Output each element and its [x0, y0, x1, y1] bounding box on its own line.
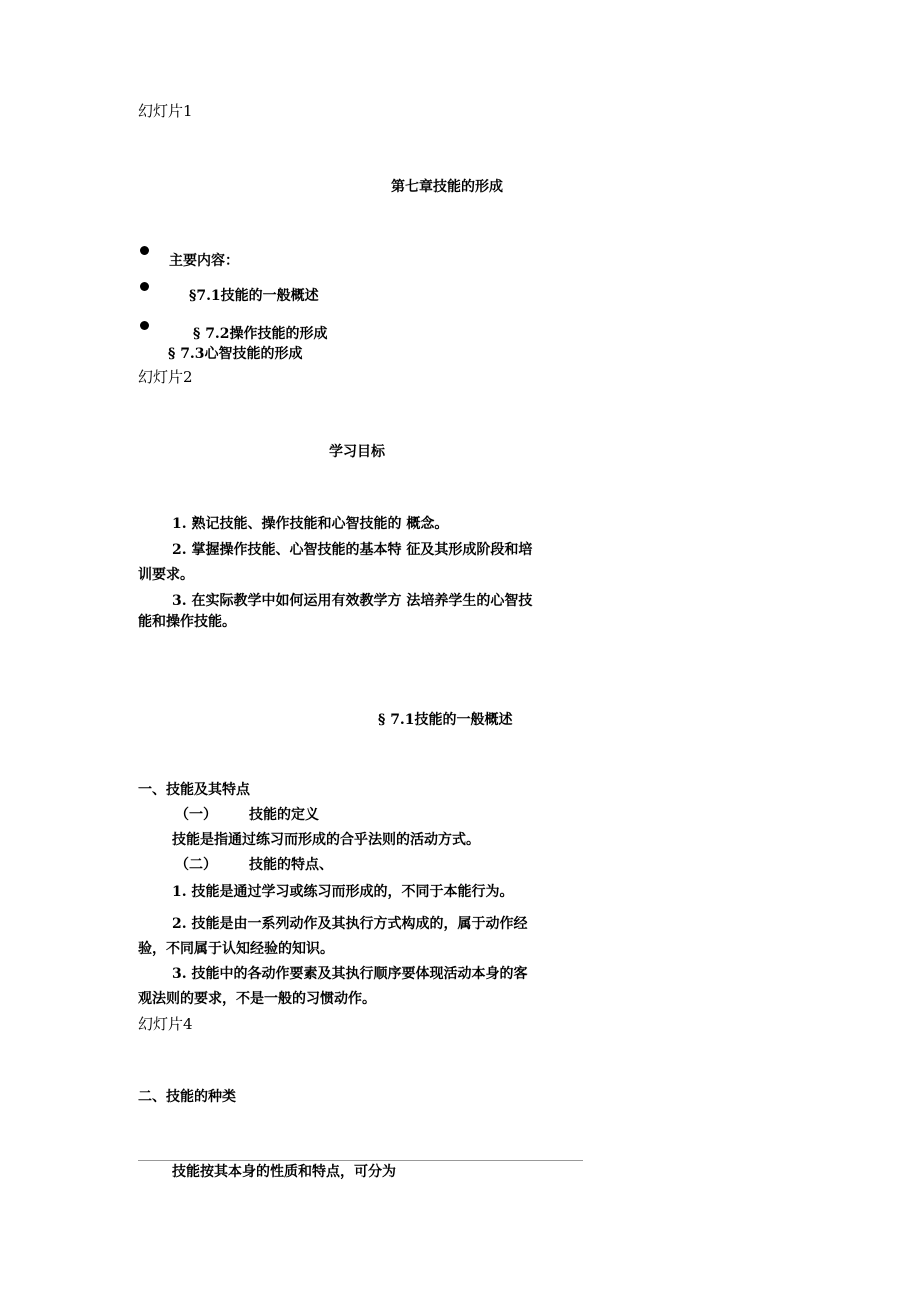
point-3-line1: 3. 技能中的各动作要素及其执行顺序要体现活动本身的客 — [172, 966, 528, 982]
contents-item-7-2: § 7.2操作技能的形成 — [193, 326, 328, 342]
point-3-line2: 观法则的要求，不是一般的习惯动作。 — [138, 991, 376, 1007]
point-1: 1. 技能是通过学习或练习而形成的，不同于本能行为。 — [172, 884, 514, 900]
bullet-icon — [140, 321, 149, 330]
slide4-label: 幻灯片4 — [138, 1015, 193, 1033]
goal-2-line2: 训要求。 — [138, 567, 194, 583]
slide2-label: 幻灯片2 — [138, 368, 193, 386]
definition-text: 技能是指通过练习而形成的合乎法则的活动方式。 — [172, 832, 480, 848]
goal-2-line1: 2. 掌握操作技能、心智技能的基本特 征及其形成阶段和培 — [172, 542, 533, 558]
section-heading-2: 二、技能的种类 — [138, 1089, 236, 1105]
slide2-title: 学习目标 — [329, 444, 385, 460]
point-2-line2: 验，不同属于认知经验的知识。 — [138, 941, 334, 957]
bullet-icon — [140, 246, 149, 255]
contents-item-7-1: §7.1技能的一般概述 — [189, 288, 319, 304]
divider — [138, 1160, 583, 1161]
subheading-1-number: （一） — [175, 807, 217, 823]
contents-heading: 主要内容： — [169, 253, 239, 269]
point-2-line1: 2. 技能是由一系列动作及其执行方式构成的，属于动作经 — [172, 916, 528, 932]
section-7-1-title: § 7.1技能的一般概述 — [378, 712, 513, 728]
section-heading-1: 一、技能及其特点 — [138, 782, 250, 798]
subheading-2-text: 技能的特点、 — [249, 857, 333, 873]
subheading-1-text: 技能的定义 — [249, 807, 319, 823]
bullet-icon — [140, 282, 149, 291]
slide1-label: 幻灯片1 — [138, 102, 193, 120]
goal-1: 1. 熟记技能、操作技能和心智技能的 概念。 — [172, 516, 449, 532]
contents-item-7-3: § 7.3心智技能的形成 — [168, 346, 303, 362]
slide1-title: 第七章技能的形成 — [391, 179, 503, 195]
classification-text: 技能按其本身的性质和特点，可分为 — [172, 1164, 396, 1180]
subheading-2-number: （二） — [175, 857, 217, 873]
goal-3-line2: 能和操作技能。 — [138, 614, 236, 630]
goal-3-line1: 3. 在实际教学中如何运用有效教学方 法培养学生的心智技 — [172, 593, 533, 609]
